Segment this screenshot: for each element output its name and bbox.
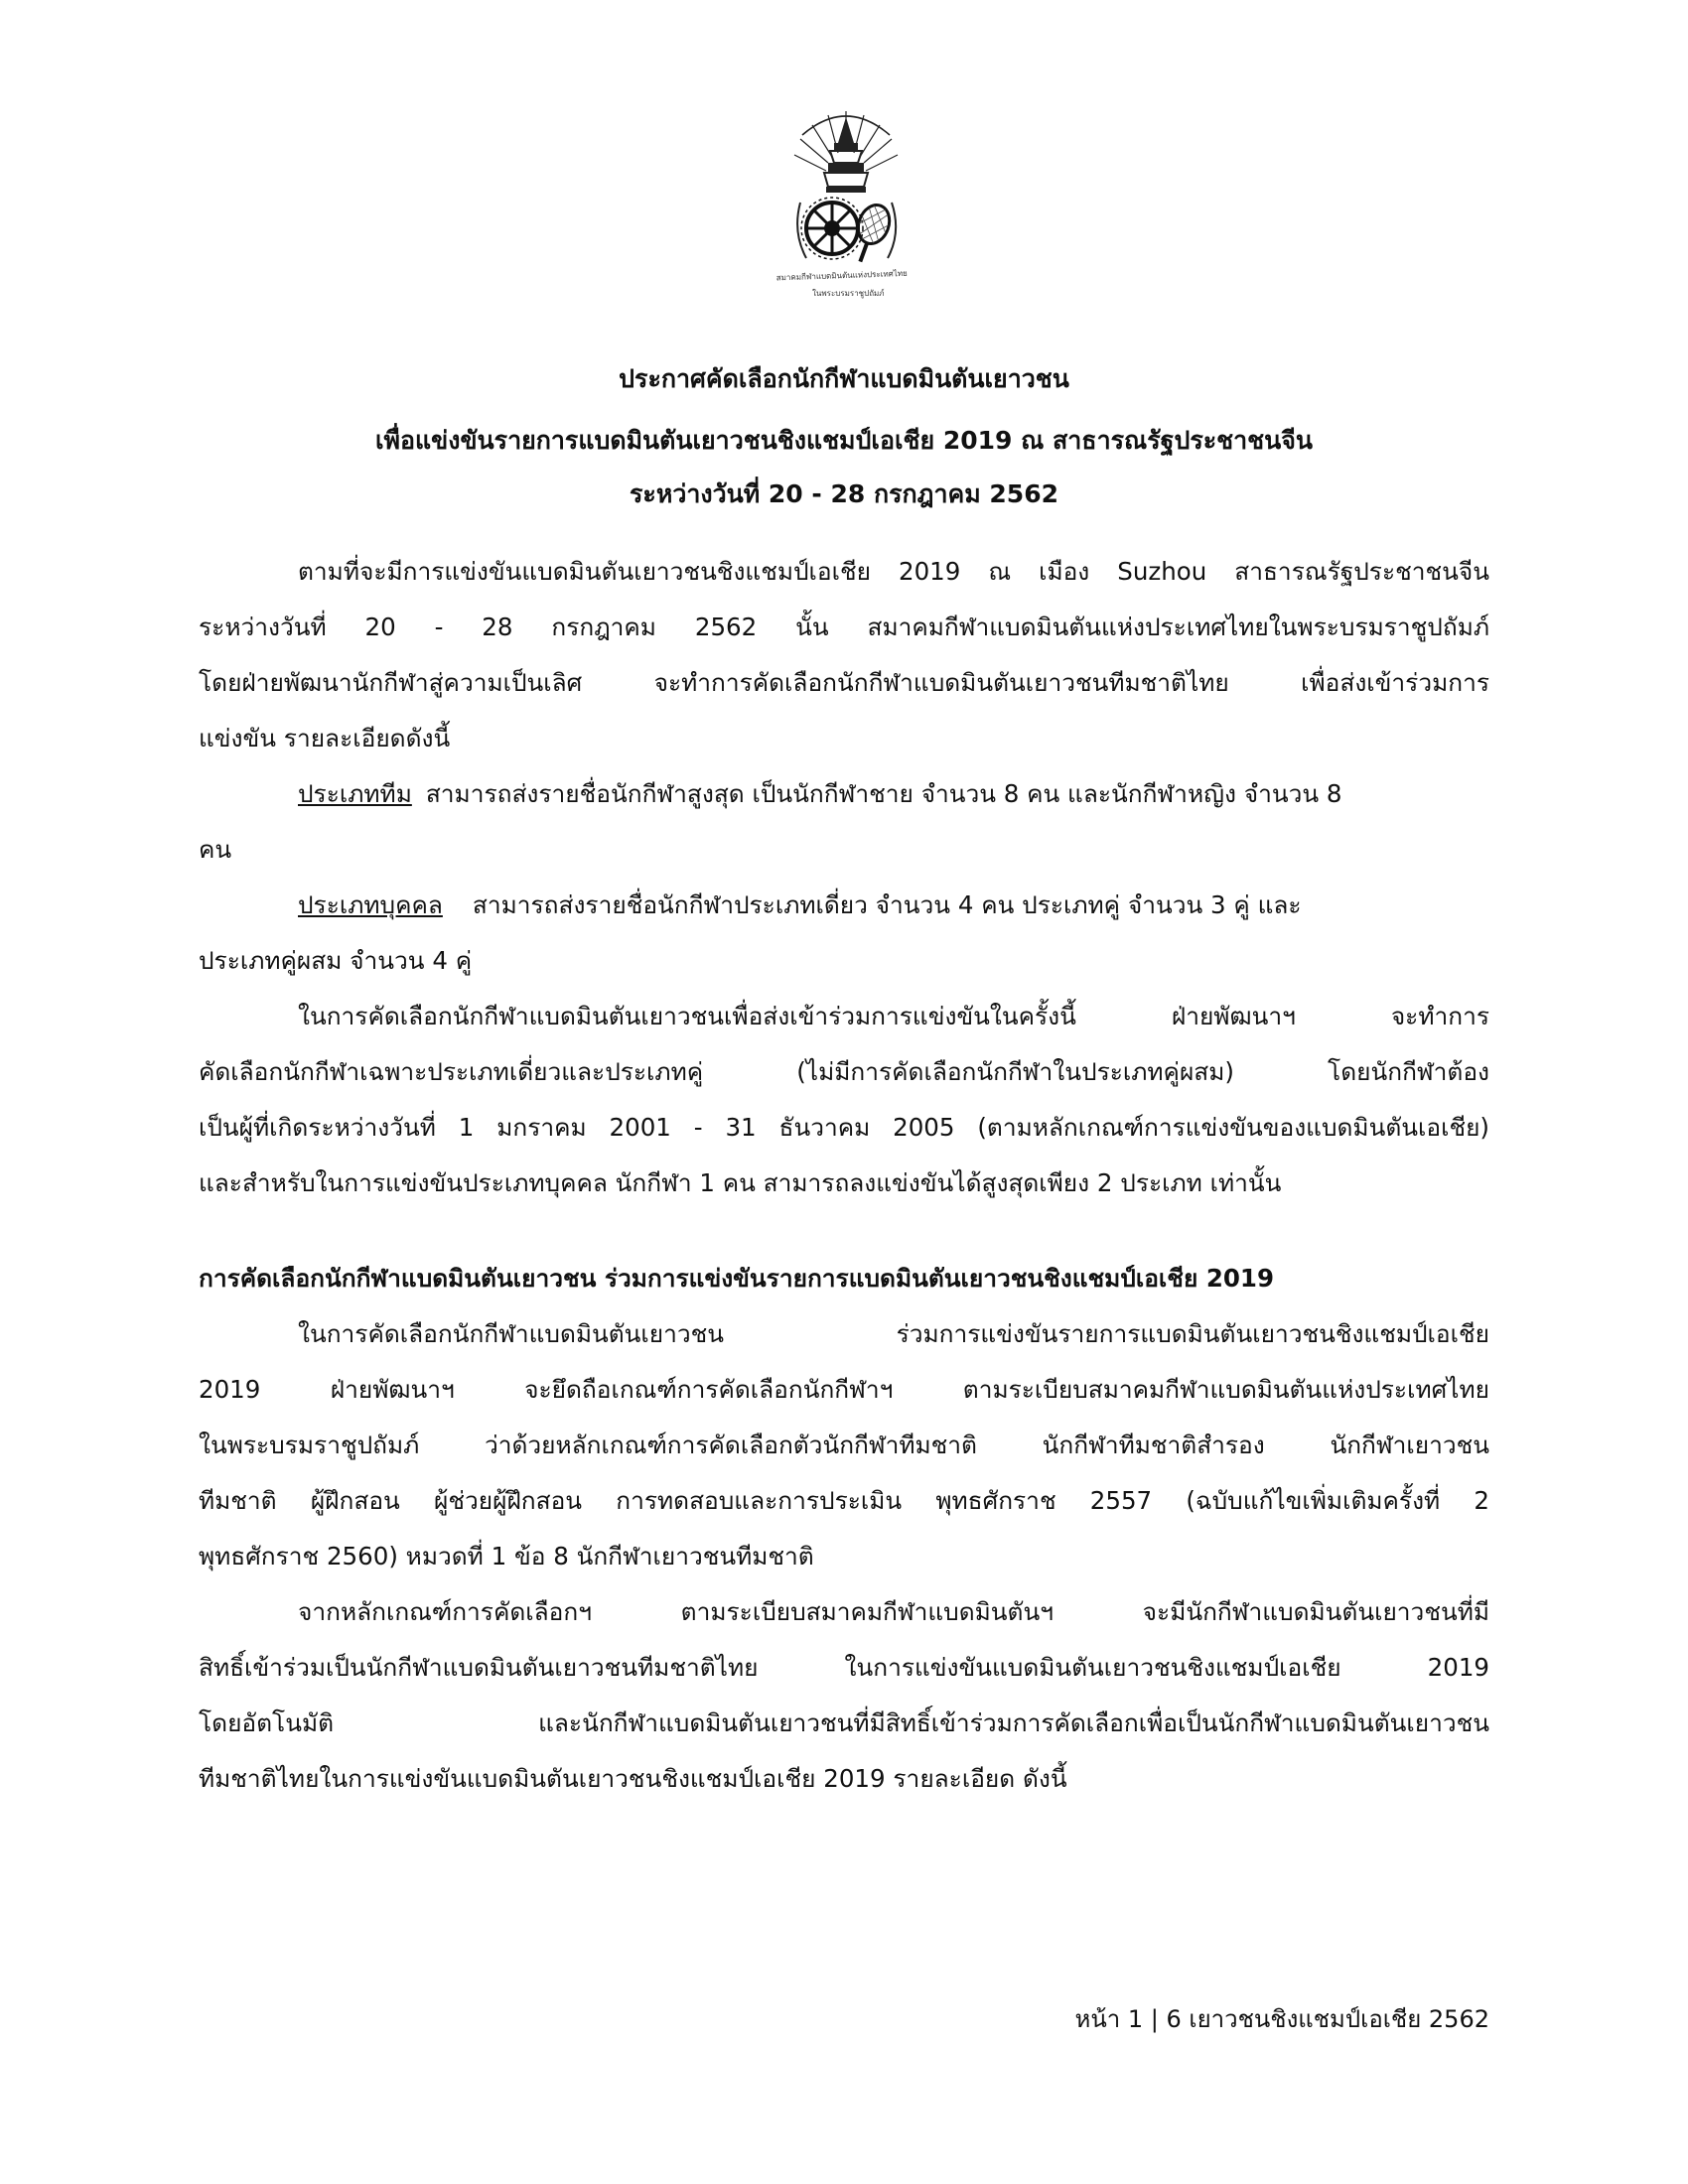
intro-line: ตามที่จะมีการแข่งขันแบดมินตันเยาวชนชิงแชมป์เอเชีย 2019 ณ เมือง Suzhou สาธารณรัฐประชาชนจีน [298, 557, 1489, 586]
page-footer: หน้า 1 | 6 เยาวชนชิงแชมป์เอเชีย 2562 [1074, 2005, 1489, 2033]
intro-line: แข่งขัน รายละเอียดดังนี้ [199, 724, 451, 752]
team-category-label: ประเภททีม [298, 779, 412, 808]
selection-line: เป็นผู้ที่เกิดระหว่างวันที่ 1 มกราคม 2001 - 31 ธันวาคม 2005 (ตามหลักเกณฑ์การแข่งขันของแบดมินตันเอเชีย) [199, 1113, 1489, 1142]
title-line2: เพื่อแข่งขันรายการแบดมินตันเยาวชนชิงแชมป์เอเชีย 2019 ณ สาธารณรัฐประชาชนจีน [375, 426, 1313, 455]
seal-text-line2: ในพระบรมราชูปถัมภ์ [812, 289, 885, 298]
intro-line: โดยฝ่ายพัฒนานักกีฬาสู่ความเป็นเลิศ จะทำการคัดเลือกนักกีฬาแบดมินตันเยาวชนทีมชาติไทย เพื่อส่งเข้าร่วมการ [199, 668, 1489, 697]
section-para2-line: ทีมชาติไทยในการแข่งขันแบดมินตันเยาวชนชิงแชมป์เอเชีย 2019 รายละเอียด ดังนี้ [199, 1764, 1067, 1793]
team-category-line2: คน [199, 835, 232, 864]
team-category-line [199, 766, 1489, 822]
individual-category-line [199, 878, 1489, 933]
individual-category-line2: ประเภทคู่ผสม จำนวน 4 คู่ [199, 946, 473, 975]
individual-category-text: สามารถส่งรายชื่อนักกีฬาประเภทเดี่ยว จำนวน 4 คน ประเภทคู่ จำนวน 3 คู่ และ [472, 890, 1302, 919]
selection-line: และสำหรับในการแข่งขันประเภทบุคคล นักกีฬา 1 คน สามารถลงแข่งขันได้สูงสุดเพียง 2 ประเภท เท่านั้น [199, 1168, 1282, 1197]
section-para1-line: พุทธศักราช 2560) หมวดที่ 1 ข้อ 8 นักกีฬาเยาวชนทีมชาติ [199, 1542, 814, 1570]
seal-text-line1: สมาคมกีฬาแบดมินตันแห่งประเทศไทย [775, 268, 908, 283]
section-para2-line: จากหลักเกณฑ์การคัดเลือกฯ ตามระเบียบสมาคมกีฬาแบดมินตันฯ จะมีนักกีฬาแบดมินตันเยาวชนที่มี [298, 1597, 1489, 1626]
section-para1-line: 2019 ฝ่ายพัฒนาฯ จะยึดถือเกณฑ์การคัดเลือกนักกีฬาฯ ตามระเบียบสมาคมกีฬาแบดมินตันแห่งประเทศไทย [199, 1375, 1489, 1404]
section-para1-line: ในพระบรมราชูปถัมภ์ ว่าด้วยหลักเกณฑ์การคัดเลือกตัวนักกีฬาทีมชาติ นักกีฬาทีมชาติสำรอง นักกีฬาเยาวชน [199, 1431, 1489, 1459]
document-body [199, 544, 1489, 1807]
selection-line: คัดเลือกนักกีฬาเฉพาะประเภทเดี่ยวและประเภทคู่ (ไม่มีการคัดเลือกนักกีฬาในประเภทคู่ผสม) โดยนักกีฬาต้อง [199, 1057, 1489, 1086]
intro-line: ระหว่างวันที่ 20 - 28 กรกฎาคม 2562 นั้น สมาคมกีฬาแบดมินตันแห่งประเทศไทยในพระบรมราชูปถัมภ์ [199, 613, 1489, 641]
section-para1-line: ทีมชาติ ผู้ฝึกสอน ผู้ช่วยผู้ฝึกสอน การทดสอบและการประเมิน พุทธศักราช 2557 (ฉบับแก้ไขเพิ่มเติมครั้งที่ 2 [199, 1486, 1489, 1515]
section-para2-line: โดยอัตโนมัติ และนักกีฬาแบดมินตันเยาวชนที่มีสิทธิ์เข้าร่วมการคัดเลือกเพื่อเป็นนักกีฬาแบดมินตันเยาวชน [199, 1708, 1489, 1737]
individual-category-label: ประเภทบุคคล [298, 890, 443, 919]
title-line3: ระหว่างวันที่ 20 - 28 กรกฎาคม 2562 [629, 479, 1058, 508]
section-heading: การคัดเลือกนักกีฬาแบดมินตันเยาวชน ร่วมการแข่งขันรายการแบดมินตันเยาวชนชิงแชมป์เอเชีย 2019 [199, 1264, 1275, 1293]
team-category-text: สามารถส่งรายชื่อนักกีฬาสูงสุด เป็นนักกีฬาชาย จำนวน 8 คน และนักกีฬาหญิง จำนวน 8 [425, 779, 1342, 808]
section-para2-line: สิทธิ์เข้าร่วมเป็นนักกีฬาแบดมินตันเยาวชนทีมชาติไทย ในการแข่งขันแบดมินตันเยาวชนชิงแชมป์เอเชีย 2019 [199, 1653, 1489, 1682]
selection-line: ในการคัดเลือกนักกีฬาแบดมินตันเยาวชนเพื่อส่งเข้าร่วมการแข่งขันในครั้งนี้ ฝ่ายพัฒนาฯ จะทำการ [298, 1002, 1489, 1030]
association-seal-icon [767, 103, 925, 307]
title-line1: ประกาศคัดเลือกนักกีฬาแบดมินตันเยาวชน [619, 364, 1069, 393]
section-para1-line: ในการคัดเลือกนักกีฬาแบดมินตันเยาวชน ร่วมการแข่งขันรายการแบดมินตันเยาวชนชิงแชมป์เอเชีย [298, 1319, 1489, 1348]
